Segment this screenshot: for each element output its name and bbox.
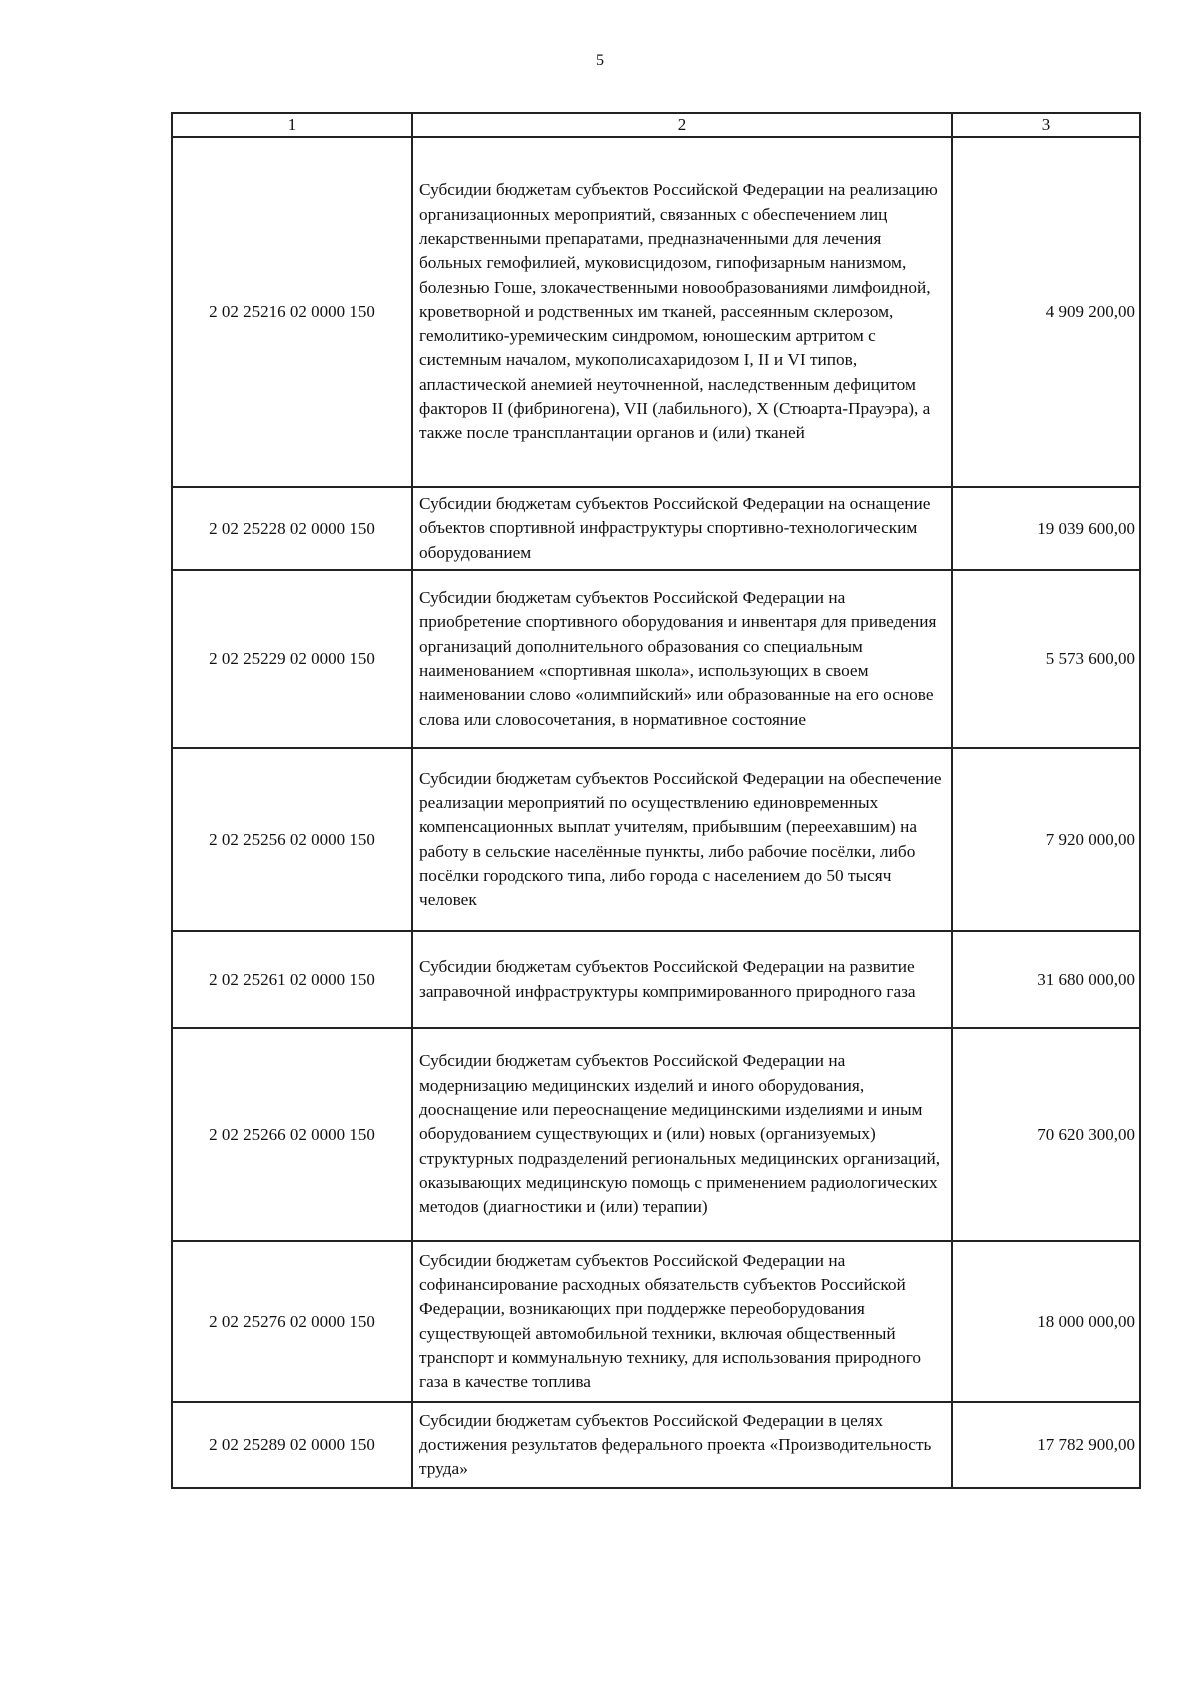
amount-cell: 4 909 200,00 [952,137,1140,487]
budget-code-cell: 2 02 25256 02 0000 150 [172,748,412,931]
table-header-row [172,113,1140,137]
page-number: 5 [596,52,604,69]
column-header-amount: 3 [952,113,1140,137]
column-header-code: 1 [172,113,412,137]
budget-table [171,112,1141,1489]
description-cell: Субсидии бюджетам субъектов Российской Федерации на модернизацию медицинских изделий и иного оборудования, дооснащение или переоснащение медицинскими изделиями и иным оборудованием существующих и (или) новых (организуемых) структурных подразделений региональных медицинских организаций, оказывающих медицинскую помощь с применением радиологических методов (диагностики и (или) терапии) [412,1028,952,1241]
table-row [172,1402,1140,1488]
amount-cell: 31 680 000,00 [952,931,1140,1028]
table-row [172,748,1140,931]
amount-cell: 18 000 000,00 [952,1241,1140,1402]
budget-code-cell: 2 02 25289 02 0000 150 [172,1402,412,1488]
column-header-description: 2 [412,113,952,137]
budget-code-cell: 2 02 25266 02 0000 150 [172,1028,412,1241]
description-cell: Субсидии бюджетам субъектов Российской Федерации на приобретение спортивного оборудования и инвентаря для приведения организаций дополнительного образования со специальным наименованием «спортивная школа», использующих в своем наименовании слово «олимпийский» или образованные на его основе слова или словосочетания, в нормативное состояние [412,570,952,748]
amount-cell: 70 620 300,00 [952,1028,1140,1241]
amount-cell: 17 782 900,00 [952,1402,1140,1488]
description-cell: Субсидии бюджетам субъектов Российской Федерации на оснащение объектов спортивной инфраструктуры спортивно-технологическим оборудованием [412,487,952,570]
description-cell: Субсидии бюджетам субъектов Российской Федерации на софинансирование расходных обязательств субъектов Российской Федерации, возникающих при поддержке переоборудования существующей автомобильной техники, включая общественный транспорт и коммунальную технику, для использования природного газа в качестве топлива [412,1241,952,1402]
budget-code-cell: 2 02 25261 02 0000 150 [172,931,412,1028]
amount-cell: 19 039 600,00 [952,487,1140,570]
description-cell: Субсидии бюджетам субъектов Российской Федерации на обеспечение реализации мероприятий по осуществлению единовременных компенсационных выплат учителям, прибывшим (переехавшим) на работу в сельские населённые пункты, либо рабочие посёлки, либо посёлки городского типа, либо города с населением до 50 тысяч человек [412,748,952,931]
table-row [172,1028,1140,1241]
table-row [172,487,1140,570]
budget-code-cell: 2 02 25229 02 0000 150 [172,570,412,748]
description-cell: Субсидии бюджетам субъектов Российской Федерации на реализацию организационных мероприятий, связанных с обеспечением лиц лекарственными препаратами, предназначенными для лечения больных гемофилией, муковисцидозом, гипофизарным нанизмом, болезнью Гоше, злокачественными новообразованиями лимфоидной, кроветворной и родственных им тканей, рассеянным склерозом, гемолитико-уремическим синдромом, юношеским артритом с системным началом, мукополисахаридозом I, II и VI типов, апластической анемией неуточненной, наследственным дефицитом факторов II (фибриногена), VII (лабильного), X (Стюарта-Прауэра), а также после трансплантации органов и (или) тканей [412,137,952,487]
budget-code-cell: 2 02 25216 02 0000 150 [172,137,412,487]
amount-cell: 5 573 600,00 [952,570,1140,748]
table-row [172,137,1140,487]
table-row [172,931,1140,1028]
amount-cell: 7 920 000,00 [952,748,1140,931]
budget-code-cell: 2 02 25276 02 0000 150 [172,1241,412,1402]
description-cell: Субсидии бюджетам субъектов Российской Федерации на развитие заправочной инфраструктуры компримированного природного газа [412,931,952,1028]
budget-code-cell: 2 02 25228 02 0000 150 [172,487,412,570]
description-cell: Субсидии бюджетам субъектов Российской Федерации в целях достижения результатов федерального проекта «Производительность труда» [412,1402,952,1488]
table-row [172,1241,1140,1402]
table-row [172,570,1140,748]
